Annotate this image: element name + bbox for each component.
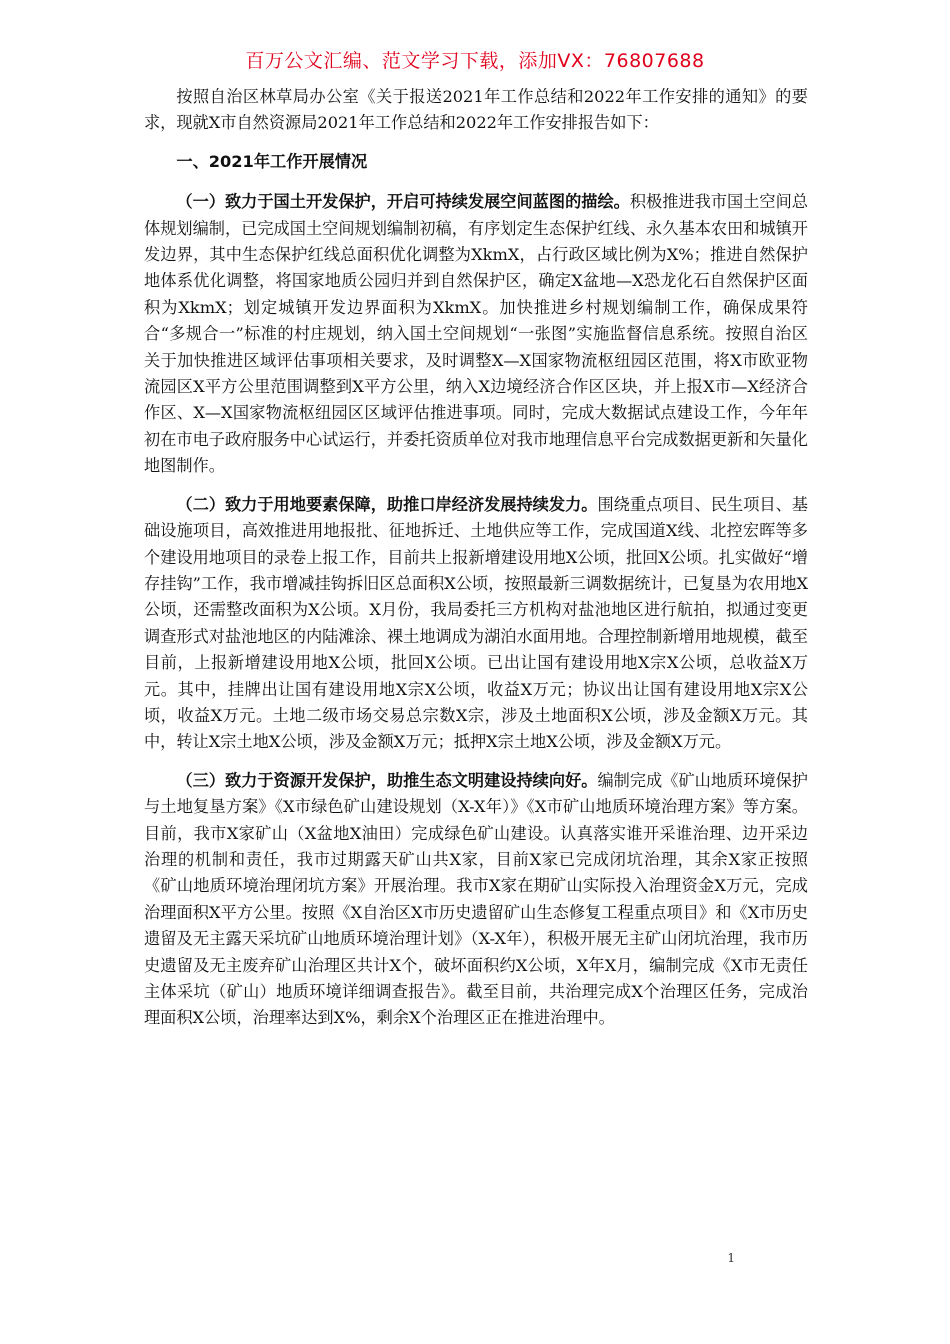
watermark-banner: 百万公文汇编、范文学习下载，添加VX：76807688 [245, 50, 705, 72]
paragraph-1-text: 积极推进我市国土空间总体规划编制，已完成国土空间规划编制初稿，有序划定生态保护红线、永久基本农田和城镇开发边界，其中生态保护红线总面积优化调整为XkmX，占行政区域比例为X%；推进自然保护地体系优化调整，将国家地质公园归并到自然保护区，确定X盆地—X恐龙化石自然保护区面积为XkmX；划定城镇开发边界面积为XkmX。加快推进乡村规划编制工作，确保成果符合“多规合一”标准的村庄规划，纳入国土空间规划“一张图”实施监督信息系统。按照自治区关于加快推进区域评估事项相关要求，及时调整X—X国家物流枢纽园区范围，将X市欧亚物流园区X平方公里范围调整到X平方公里，纳入X边境经济合作区区块，并上报X市—X经济合作区、X—X国家物流枢纽园区区域评估推进事项。同时，完成大数据试点建设工作，今年年初在市电子政府服务中心试运行，并委托资质单位对我市地理信息平台完成数据更新和矢量化地图制作。 [144, 192, 808, 476]
paragraph-1 [144, 189, 808, 479]
paragraph-3-lead: （三）致力于资源开发保护，助推生态文明建设持续向好。 [176, 770, 598, 790]
paragraph-2-text: 围绕重点项目、民生项目、基础设施项目，高效推进用地报批、征地拆迁、土地供应等工作，完成国道X线、北控宏晖等多个建设用地项目的录卷上报工作，目前共上报新增建设用地X公顷，批回X公顷。扎实做好“增存挂钩”工作，我市增减挂钩拆旧区总面积X公顷，按照最新三调数据统计，已复垦为农用地X公顷，还需整改面积为X公顷。X月份，我局委托三方机构对盐池地区进行航拍，拟通过变更调查形式对盐池地区的内陆滩涂、裸土地调成为湖泊水面用地。合理控制新增用地规模，截至目前，上报新增建设用地X公顷，批回X公顷。已出让国有建设用地X宗X公顷，总收益X万元。其中，挂牌出让国有建设用地X宗X公顷，收益X万元；协议出让国有建设用地X宗X公顷，收益X万元。土地二级市场交易总宗数X宗，涉及土地面积X公顷，涉及金额X万元。其中，转让X宗土地X公顷，涉及金额X万元；抵押X宗土地X公顷，涉及金额X万元。 [144, 494, 808, 752]
section-heading: 一、2021年工作开展情况 [176, 151, 368, 171]
intro-paragraph: 按照自治区林草局办公室《关于报送2021年工作总结和2022年工作安排的通知》的要求，现就X市自然资源局2021年工作总结和2022年工作安排报告如下： [144, 87, 808, 133]
paragraph-2-lead: （二）致力于用地要素保障，助推口岸经济发展持续发力。 [176, 494, 598, 514]
paragraph-3 [144, 768, 808, 1032]
page-number: 1 [727, 1251, 735, 1265]
paragraph-2 [144, 492, 808, 756]
paragraph-3-text: 编制完成《矿山地质环境保护与土地复垦方案》《X市绿色矿山建设规划（X-X年）》《X市矿山地质环境治理方案》等方案。目前，我市X家矿山（X盆地X油田）完成绿色矿山建设。认真落实谁开采谁治理、边开采边治理的机制和责任，我市过期露天矿山共X家，目前X家已完成闭坑治理，其余X家正按照《矿山地质环境治理闭坑方案》开展治理。我市X家在期矿山实际投入治理资金X万元，完成治理面积X平方公里。按照《X自治区X市历史遗留矿山生态修复工程重点项目》和《X市历史遗留及无主露天采坑矿山地质环境治理计划》（X-X年），积极开展无主矿山闭坑治理，我市历史遗留及无主废弃矿山治理区共计X个，破坏面积约X公顷，X年X月，编制完成《X市无责任主体采坑（矿山）地质环境详细调查报告》。截至目前，共治理完成X个治理区任务，完成治理面积X公顷，治理率达到X%，剩余X个治理区正在推进治理中。 [144, 770, 808, 1028]
paragraph-1-lead: （一）致力于国土开发保护，开启可持续发展空间蓝图的描绘。 [176, 192, 630, 212]
document-body [144, 84, 808, 1044]
